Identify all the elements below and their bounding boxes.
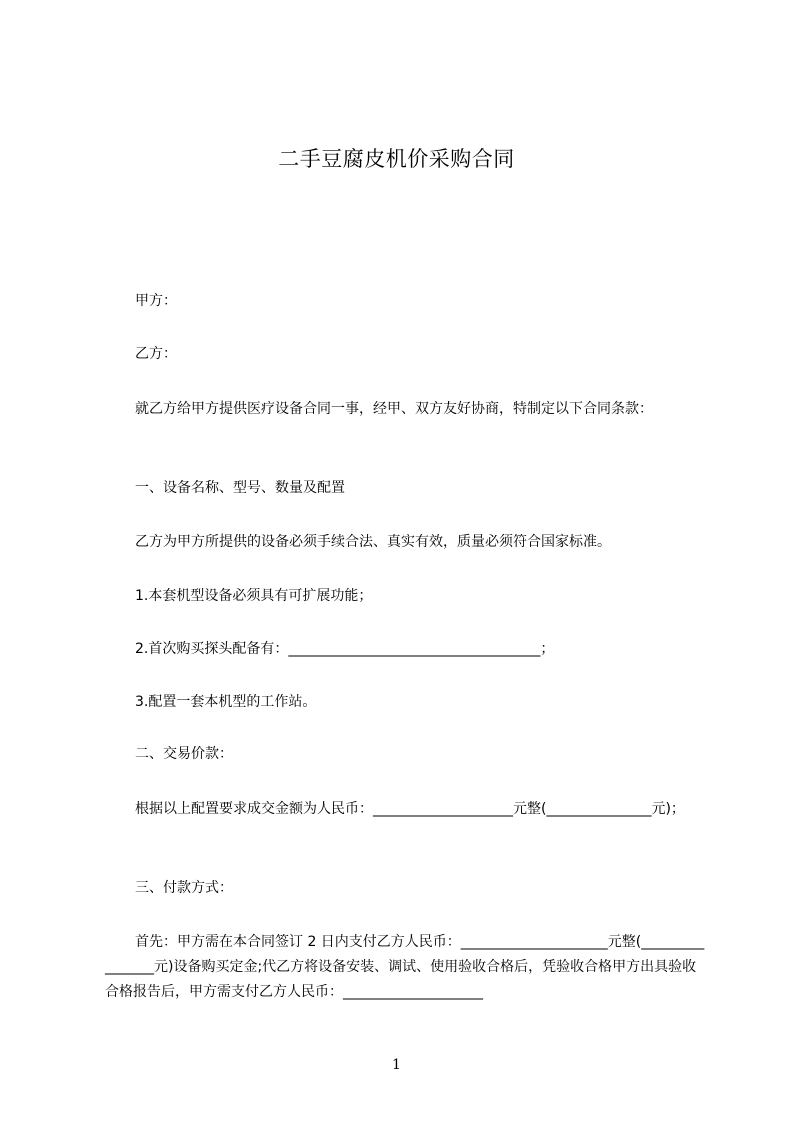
section2-heading: 二、交易价款： <box>135 746 233 762</box>
section1-heading: 一、设备名称、型号、数量及配置 <box>135 480 345 496</box>
page-number: 1 <box>392 1057 401 1073</box>
item-1: 1.本套机型设备必须具有可扩展功能； <box>135 588 373 604</box>
section2-body: 根据以上配置要求成交金额为人民币：____________________元整(_______________元)； <box>135 801 685 817</box>
party-b-line: 乙方： <box>135 346 177 362</box>
preamble-paragraph: 就乙方给甲方提供医疗设备合同一事，经甲、双方友好协商，特制定以下合同条款： <box>135 401 653 417</box>
section1-intro: 乙方为甲方所提供的设备必须手续合法、真实有效，质量必须符合国家标准。 <box>135 534 611 550</box>
section3-heading: 三、付款方式： <box>135 880 233 896</box>
party-a-line: 甲方： <box>135 293 177 309</box>
section3-body: 首先：甲方需在本合同签订 2 日内支付乙方人民币：_____________________元整(________________元)设备购买定金;代乙方将设备安装、调试、使用验收合格后，凭验收合格甲方出具验收合格报告后，甲方需支付乙方人民币：____________________ <box>105 934 705 1000</box>
item-2: 2.首次购买探头配备有：____________________________________； <box>135 641 555 657</box>
item-3: 3.配置一套本机型的工作站。 <box>135 694 317 710</box>
contract-title: 二手豆腐皮机价采购合同 <box>278 147 515 171</box>
